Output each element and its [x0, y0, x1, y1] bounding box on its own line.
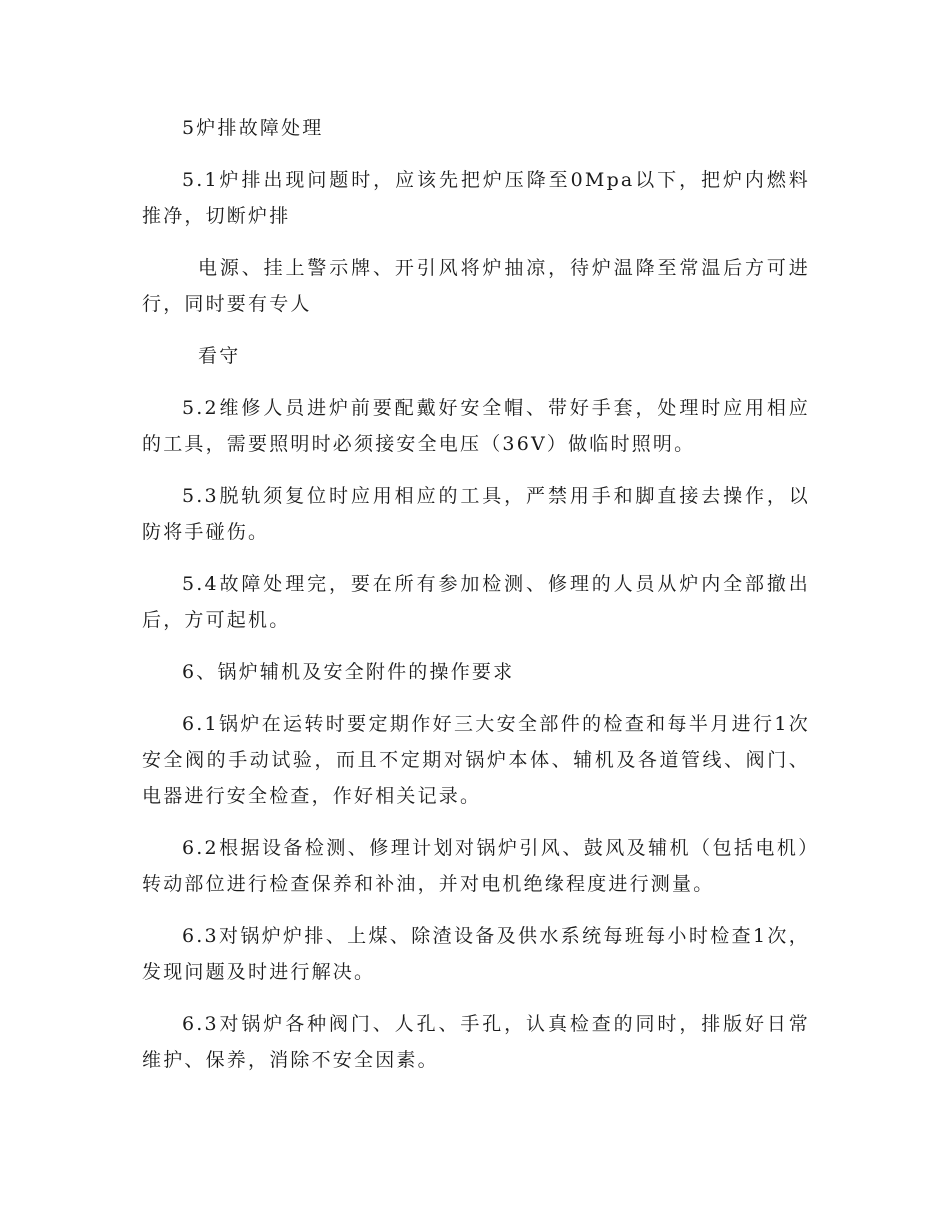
paragraph-5-3: 5.3脱轨须复位时应用相应的工具，严禁用手和脚直接去操作，以防将手碰伤。: [142, 485, 810, 543]
paragraph-6-1: 6.1锅炉在运转时要定期作好三大安全部件的检查和每半月进行1次安全阀的手动试验，而且不定期对锅炉本体、辅机及各道管线、阀门、电器进行安全检查，作好相关记录。: [142, 713, 810, 807]
section-heading-5: 5炉排故障处理: [182, 117, 324, 139]
paragraph-6-3-b: 6.3对锅炉各种阀门、人孔、手孔，认真检查的同时，排版好日常维护、保养，消除不安全因素。: [142, 1013, 810, 1071]
paragraph-5-1-guard: 看守: [198, 345, 241, 367]
document-body: [142, 110, 810, 1094]
paragraph-5-1: 5.1炉排出现问题时，应该先把炉压降至0Mpa以下，把炉内燃料推净，切断炉排: [142, 169, 810, 227]
paragraph-5-4: 5.4故障处理完，要在所有参加检测、修理的人员从炉内全部撤出后，方可起机。: [142, 573, 810, 631]
paragraph-5-1-continued: 电源、挂上警示牌、开引风将炉抽凉，待炉温降至常温后方可进行，同时要有专人: [142, 257, 810, 315]
section-heading-6: 6、锅炉辅机及安全附件的操作要求: [182, 661, 515, 683]
paragraph-5-2: 5.2维修人员进炉前要配戴好安全帽、带好手套，处理时应用相应的工具，需要照明时必须接安全电压（36V）做临时照明。: [142, 397, 810, 455]
paragraph-6-2: 6.2根据设备检测、修理计划对锅炉引风、鼓风及辅机（包括电机）转动部位进行检查保养和补油，并对电机绝缘程度进行测量。: [142, 837, 810, 895]
paragraph-6-3: 6.3对锅炉炉排、上煤、除渣设备及供水系统每班每小时检查1次，发现问题及时进行解决。: [142, 925, 810, 983]
